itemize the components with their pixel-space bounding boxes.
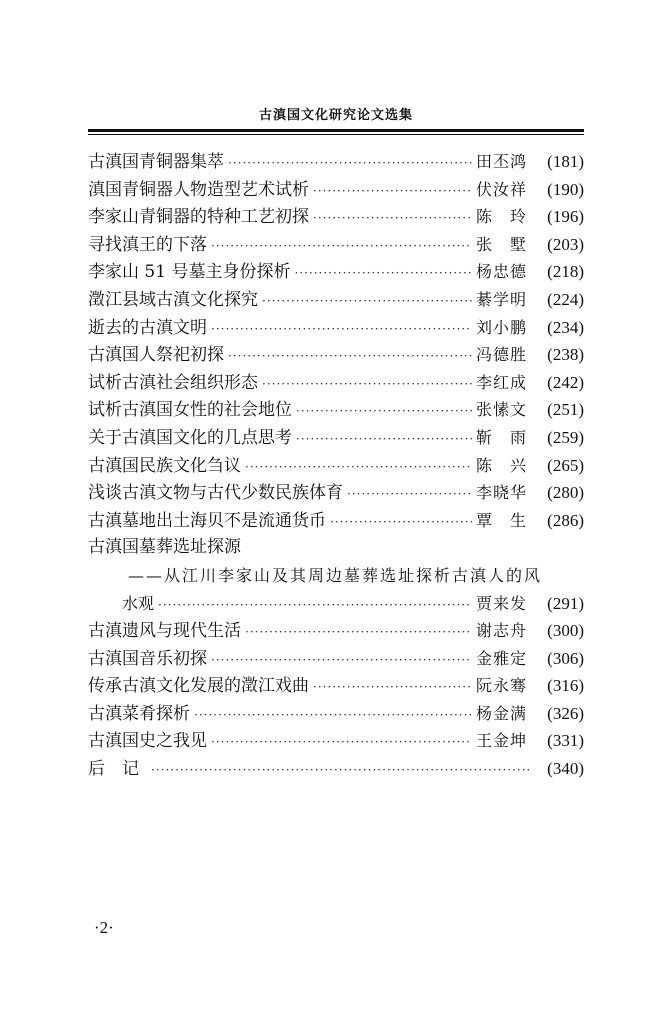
dot-leader — [211, 316, 472, 344]
entry-author: 金雅定 — [476, 648, 528, 668]
entry-title: 寻找滇王的下落 — [88, 234, 207, 255]
entry-author: 杨忠德 — [476, 262, 528, 282]
entry-page: (280) — [547, 483, 584, 503]
dot-leader — [296, 398, 472, 426]
entry-title: 李家山青铜器的特种工艺初探 — [88, 207, 309, 228]
toc-entry[interactable] — [88, 286, 584, 314]
entry-author: 谢志舟 — [476, 621, 528, 641]
dot-leader — [211, 647, 472, 675]
entry-author: 李红成 — [476, 372, 528, 392]
header-rule-thin — [88, 134, 584, 135]
entry-page: (265) — [547, 455, 584, 475]
entry-title-continued: 水观 — [122, 593, 155, 613]
dot-leader — [228, 150, 472, 178]
entry-author: 刘小鹏 — [476, 317, 528, 337]
entry-title: 古滇国墓葬选址探源 — [88, 537, 241, 558]
entry-author: 杨金满 — [476, 703, 528, 723]
toc-entry-afterword[interactable] — [88, 755, 584, 783]
table-of-contents — [88, 148, 584, 783]
entry-title: 古滇国史之我见 — [88, 731, 207, 752]
entry-author: 綦学明 — [476, 289, 528, 309]
dot-leader — [245, 454, 472, 482]
dot-leader — [313, 674, 472, 702]
entry-title: 浅谈古滇文物与古代少数民族体育 — [88, 483, 343, 504]
dot-leader — [313, 205, 472, 233]
toc-entry[interactable] — [88, 369, 584, 397]
toc-entry[interactable] — [88, 479, 584, 507]
entry-page: (331) — [547, 731, 584, 751]
dot-leader — [313, 178, 472, 206]
entry-title: 试析古滇社会组织形态 — [88, 372, 258, 393]
entry-page: (340) — [547, 759, 584, 779]
entry-page: (326) — [547, 703, 584, 723]
entry-page: (196) — [547, 207, 584, 227]
toc-entry[interactable] — [88, 452, 584, 480]
entry-author: 靳 雨 — [476, 427, 528, 447]
entry-page: (316) — [547, 676, 584, 696]
entry-page: (306) — [547, 648, 584, 668]
entry-page: (291) — [547, 593, 584, 613]
entry-title: 试析古滇国女性的社会地位 — [88, 400, 292, 421]
entry-author: 张 墅 — [476, 234, 528, 254]
entry-author: 阮永骞 — [476, 676, 528, 696]
entry-title: 古滇菜肴探析 — [88, 703, 190, 724]
dot-leader — [211, 729, 472, 757]
toc-entry[interactable] — [88, 590, 584, 618]
entry-page: (242) — [547, 372, 584, 392]
toc-entry[interactable] — [88, 727, 584, 755]
dot-leader — [262, 371, 472, 399]
entry-author: 李晓华 — [476, 483, 528, 503]
entry-page: (259) — [547, 427, 584, 447]
toc-entry[interactable] — [88, 341, 584, 369]
entry-title: 古滇国青铜器集萃 — [88, 152, 224, 172]
toc-entry[interactable] — [88, 534, 584, 562]
entry-page: (238) — [547, 345, 584, 365]
toc-entry[interactable] — [88, 700, 584, 728]
entry-author: 冯德胜 — [476, 345, 528, 365]
toc-entry[interactable] — [88, 396, 584, 424]
entry-title: 李家山 51 号墓主身份探析 — [88, 262, 291, 283]
entry-page: (234) — [547, 317, 584, 337]
entry-title: 传承古滇文化发展的澂江戏曲 — [88, 676, 309, 697]
entry-author: 陈 兴 — [476, 455, 528, 475]
entry-author: 王金坤 — [476, 731, 528, 751]
dot-leader — [294, 260, 472, 288]
entry-author: 张愫文 — [476, 400, 528, 420]
entry-author: 贾来发 — [476, 593, 528, 613]
entry-author: 田丕鸿 — [476, 152, 528, 171]
entry-page: (203) — [547, 234, 584, 254]
header-rule-thick — [88, 129, 584, 132]
entry-title: 古滇国人祭祀初探 — [88, 345, 224, 366]
entry-page: (224) — [547, 289, 584, 309]
toc-entry[interactable] — [88, 258, 584, 286]
toc-entry[interactable] — [88, 231, 584, 259]
entry-page: (190) — [547, 179, 584, 199]
entry-title: 后 记 — [88, 759, 139, 780]
entry-title: 古滇墓地出土海贝不是流通货币 — [88, 510, 326, 531]
entry-title: 澂江县域古滇文化探究 — [88, 289, 258, 310]
entry-title: 滇国青铜器人物造型艺术试析 — [88, 179, 309, 200]
toc-entry-subtitle — [88, 562, 584, 590]
entry-title: 关于古滇国文化的几点思考 — [88, 427, 292, 448]
entry-subtitle: ——从江川李家山及其周边墓葬选址探析古滇人的风 — [128, 565, 543, 585]
entry-author: 陈 玲 — [476, 207, 528, 227]
dot-leader — [296, 426, 472, 454]
dot-leader — [347, 481, 472, 509]
dot-leader — [211, 233, 472, 261]
entry-page: (300) — [547, 621, 584, 641]
entry-author: 覃 生 — [476, 510, 528, 530]
entry-title: 古滇国音乐初探 — [88, 648, 207, 669]
entry-title: 古滇遗风与现代生活 — [88, 621, 241, 642]
toc-entry[interactable] — [88, 617, 584, 645]
entry-page: (218) — [547, 262, 584, 282]
entry-author: 伏汝祥 — [476, 179, 528, 199]
dot-leader — [158, 592, 472, 620]
dot-leader — [228, 343, 472, 371]
entry-page: (181) — [547, 152, 584, 171]
dot-leader — [194, 702, 472, 730]
dot-leader — [151, 757, 530, 785]
toc-entry[interactable] — [88, 176, 584, 204]
toc-entry[interactable] — [88, 424, 584, 452]
entry-page: (286) — [547, 510, 584, 530]
dot-leader — [330, 509, 472, 537]
entry-title: 逝去的古滇文明 — [88, 317, 207, 338]
dot-leader — [245, 619, 472, 647]
toc-entry[interactable] — [88, 203, 584, 231]
entry-page: (251) — [547, 400, 584, 420]
toc-entry[interactable] — [88, 645, 584, 673]
page-number: ·2· — [94, 918, 114, 937]
toc-entry[interactable] — [88, 314, 584, 342]
toc-entry[interactable] — [88, 507, 584, 535]
dot-leader — [262, 288, 472, 316]
entry-title: 古滇国民族文化刍议 — [88, 455, 241, 476]
toc-entry[interactable] — [88, 148, 584, 176]
running-header: 古滇国文化研究论文选集 — [258, 108, 413, 123]
toc-entry[interactable] — [88, 672, 584, 700]
